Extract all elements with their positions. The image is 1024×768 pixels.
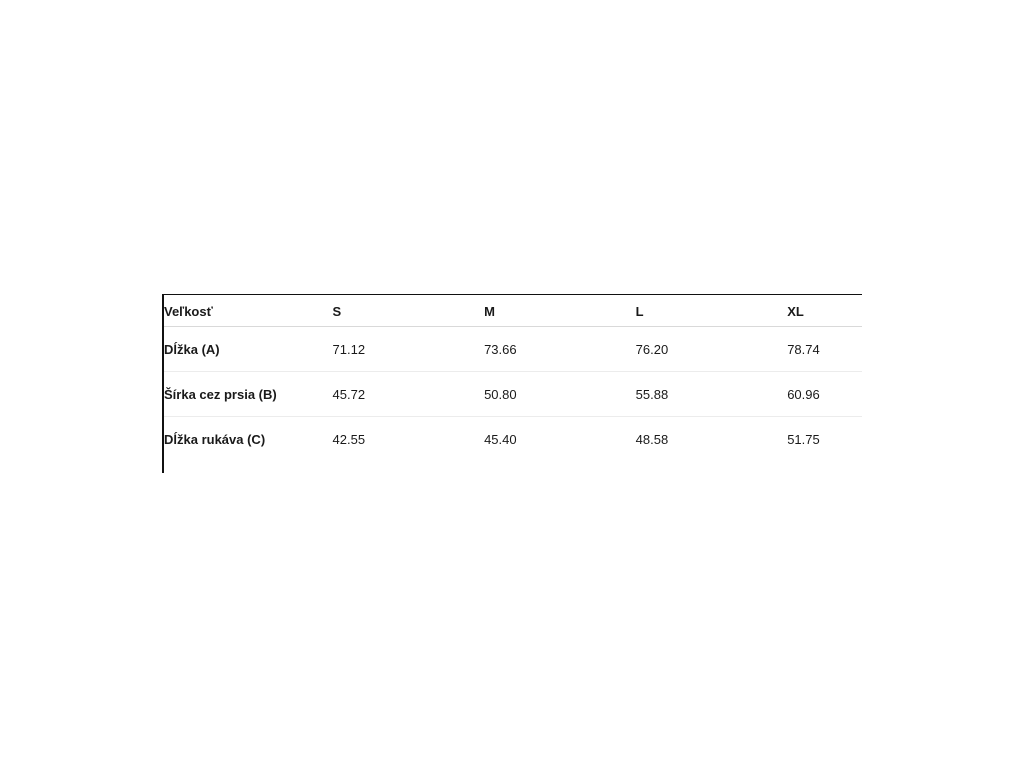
row-label: Dĺžka (A) <box>164 341 220 357</box>
table-cell: 50.80 <box>484 386 517 402</box>
table-cell: 45.72 <box>332 386 366 402</box>
row-label: Šírka cez prsia (B) <box>164 386 277 402</box>
table-header-row <box>164 295 862 327</box>
header-size-xl: XL <box>787 303 804 319</box>
table-cell: 60.96 <box>787 386 820 402</box>
table-cell: 71.12 <box>332 341 366 357</box>
header-size-m: M <box>484 303 495 319</box>
table-cell: 55.88 <box>635 386 669 402</box>
header-size-label: Veľkosť <box>164 303 213 319</box>
table-cell: 78.74 <box>787 341 820 357</box>
table-row <box>164 372 862 417</box>
row-label: Dĺžka rukáva (C) <box>164 432 266 447</box>
table-cell: 48.58 <box>635 432 669 447</box>
table-cell: 76.20 <box>635 341 669 357</box>
table-cell: 42.55 <box>332 432 366 447</box>
table-cell: 51.75 <box>787 432 820 447</box>
size-table <box>162 294 862 473</box>
header-size-l: L <box>635 303 644 319</box>
table-row <box>164 327 862 372</box>
table-row <box>164 417 862 462</box>
table-cell: 45.40 <box>484 432 517 447</box>
table-cell: 73.66 <box>484 341 517 357</box>
header-size-s: S <box>332 303 342 319</box>
